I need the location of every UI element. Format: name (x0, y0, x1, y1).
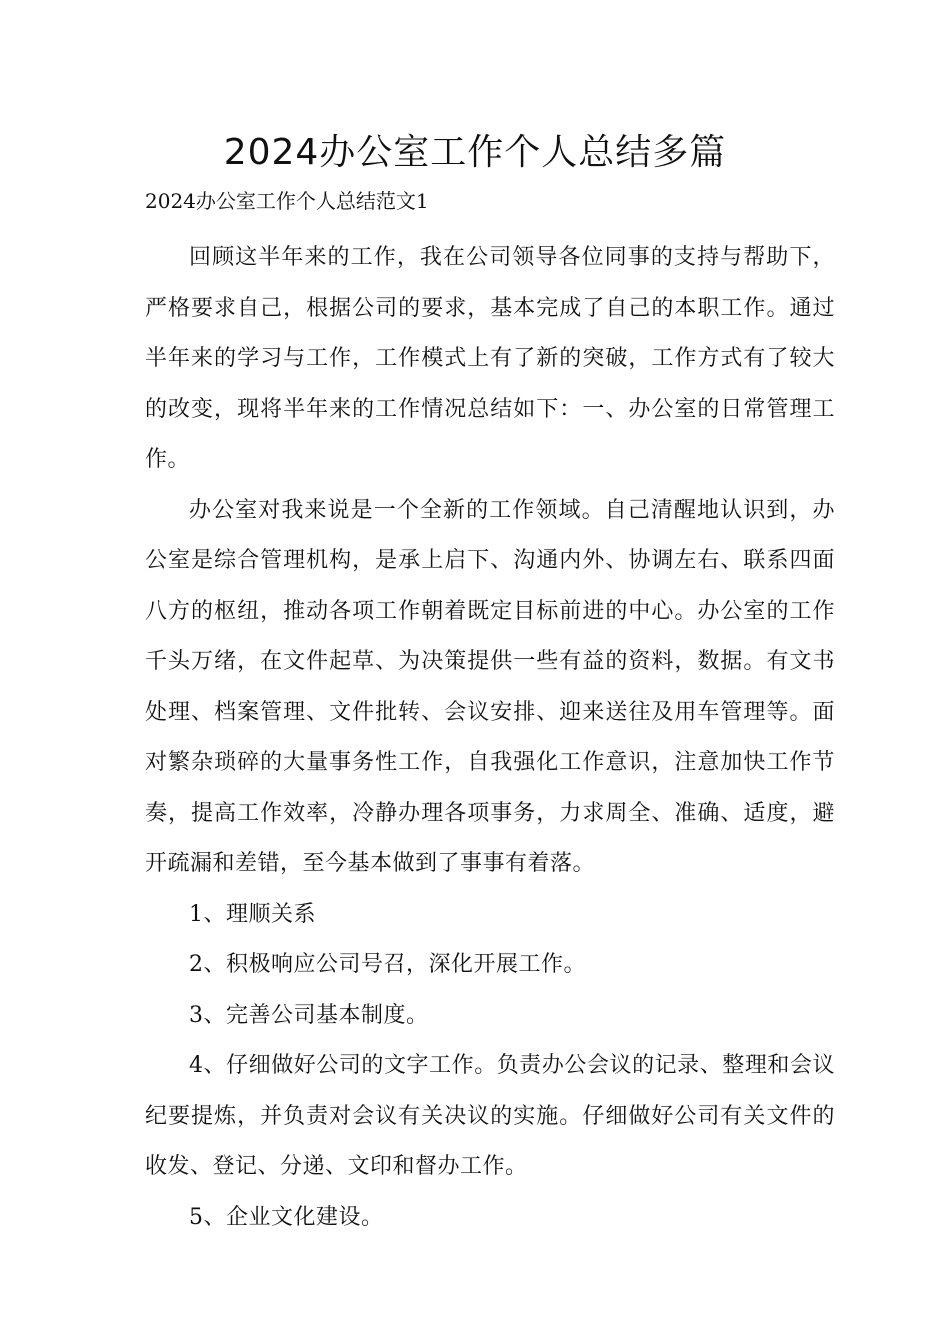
list-item-3: 3、完善公司基本制度。 (189, 1002, 429, 1028)
list-item-2: 2、积极响应公司号召，深化开展工作。 (189, 952, 586, 977)
paragraph-office-role: 办公室对我来说是一个全新的工作领域。自己清醒地认识到，办公室是综合管理机构，是承上启下、沟通内外、协调左右、联系四面八方的枢纽，推动各项工作朝着既定目标前进的中心。办公室的工作千头万绪，在文件起草、为决策提供一些有益的资料，数据。有文书处理、档案管理、文件批转、会议安排、迎来送往及用车管理等。面对繁杂琐碎的大量事务性工作，自我强化工作意识，注意加快工作节奏，提高工作效率，冷静办理各项事务，力求周全、准确、适度，避开疏漏和差错，至今基本做到了事事有着落。 (145, 497, 835, 876)
document-subtitle: 2024办公室工作个人总结范文1 (145, 189, 429, 213)
document-body (145, 233, 835, 1243)
paragraph-review: 回顾这半年来的工作，我在公司领导各位同事的支持与帮助下，严格要求自己，根据公司的要求，基本完成了自己的本职工作。通过半年来的学习与工作，工作模式上有了新的突破，工作方式有了较大的改变，现将半年来的工作情况总结如下：一、办公室的日常管理工作。 (145, 245, 835, 472)
list-item-4: 4、仔细做好公司的文字工作。负责办公会议的记录、整理和会议纪要提炼，并负责对会议有关决议的实施。仔细做好公司有关文件的收发、登记、分递、文印和督办工作。 (145, 1053, 835, 1179)
list-item-5: 5、企业文化建设。 (189, 1204, 384, 1230)
list-item-1: 1、理顺关系 (189, 901, 316, 927)
document-title: 2024办公室工作个人总结多篇 (223, 132, 727, 173)
